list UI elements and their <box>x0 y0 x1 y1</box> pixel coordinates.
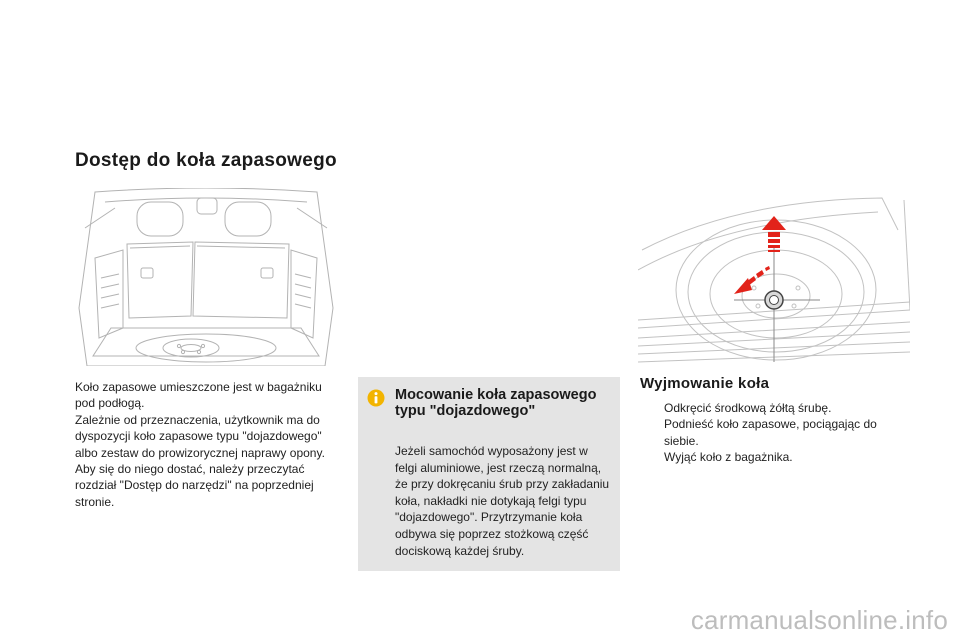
list-item <box>643 400 903 416</box>
removal-step-text: Podnieść koło zapasowe, pociągając do siebie. <box>664 417 877 448</box>
page-title: Dostęp do koła zapasowego <box>75 150 337 171</box>
intro-paragraph-location: Koło zapasowe umieszczone jest w bagażniku pod podłogą. <box>75 380 322 411</box>
removal-step-text: Odkręcić środkową żółtą śrubę. <box>664 401 832 415</box>
info-icon <box>367 389 385 407</box>
info-box-text: Jeżeli samochód wyposażony jest w felgi aluminiowe, jest rzeczą normalną, że przy dokręcaniu śrub przy zakładaniu koła, nakładki nie dotykają felgi typu "dojazdowego". Przytrzymanie koła odbywa się poprzez stożkową część dociskową każdej śruby. <box>395 444 610 558</box>
removal-title: Wyjmowanie koła <box>640 375 770 392</box>
info-box <box>358 377 620 571</box>
intro-paragraph-equipment: Zależnie od przeznaczenia, użytkownik ma do dyspozycji koło zapasowe typu "dojazdowego" albo zestaw do prowizorycznej naprawy opony. Aby się do niego dostać, należy przeczytać rozdział "Dostęp do narzędzi" na poprzedniej stronie. <box>75 412 325 509</box>
watermark: carmanualsonline.info <box>690 605 948 635</box>
info-box-title: Mocowanie koła zapasowego typu "dojazdowego" <box>395 387 597 419</box>
removal-steps <box>643 400 903 466</box>
removal-step-text: Wyjąć koło z bagażnika. <box>664 450 793 465</box>
intro-text <box>75 379 345 510</box>
list-item <box>643 416 903 449</box>
list-item <box>643 449 903 465</box>
trunk-illustration <box>75 188 337 366</box>
spare-wheel-illustration <box>638 190 910 368</box>
